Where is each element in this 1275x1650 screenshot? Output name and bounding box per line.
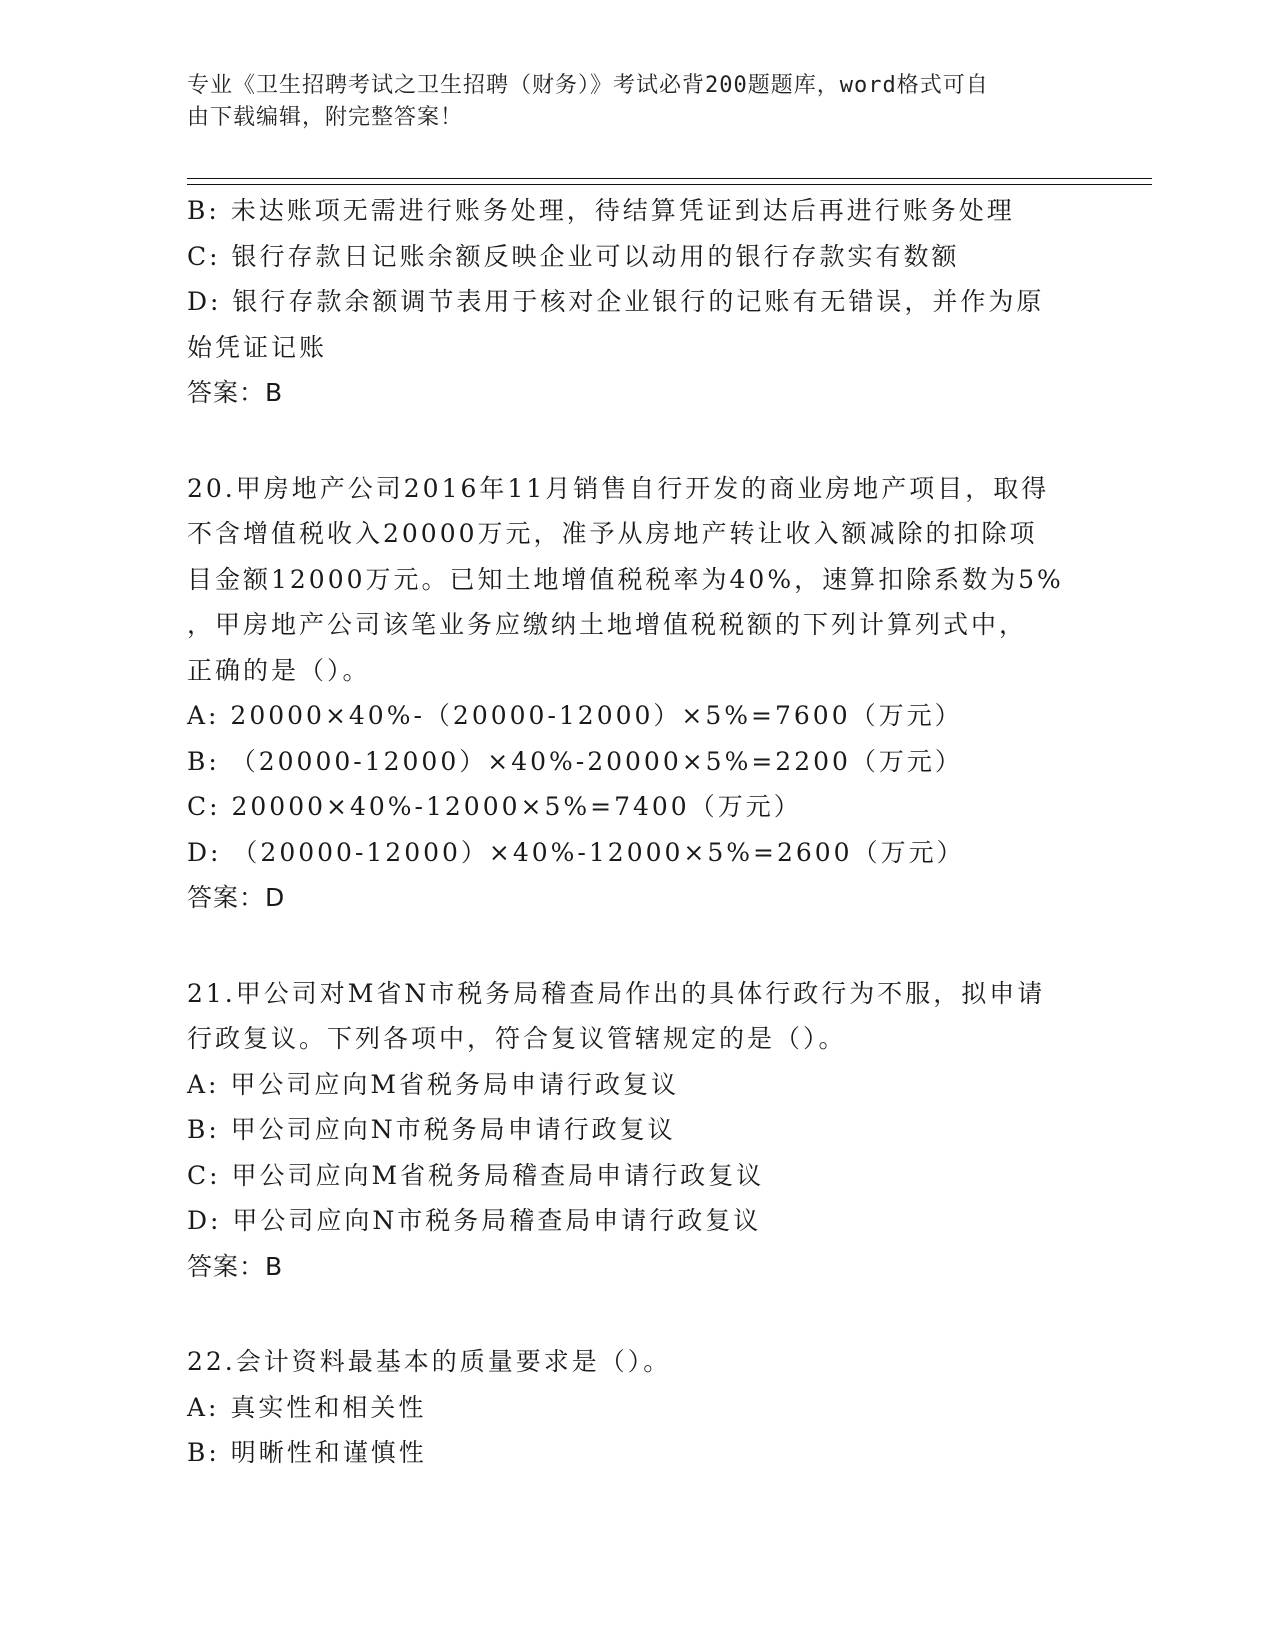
q21-option-d: D: 甲公司应向N市税务局稽查局申请行政复议	[187, 1206, 762, 1235]
q21-stem-line-2: 行政复议。下列各项中，符合复议管辖规定的是（）。	[187, 1024, 847, 1053]
question-22	[187, 1339, 1067, 1476]
header-line-2: 由下载编辑，附完整答案！	[187, 105, 464, 130]
question-19	[187, 188, 1067, 416]
q22-option-b: B: 明晰性和谨慎性	[187, 1438, 427, 1467]
question-21	[187, 971, 1067, 1290]
q19-option-d-line-1: D: 银行存款余额调节表用于核对企业银行的记账有无错误，并作为原	[187, 287, 1045, 316]
q21-option-b: B: 甲公司应向N市税务局申请行政复议	[187, 1115, 676, 1144]
q20-option-b: B: （20000-12000）×40%-20000×5%=2200（万元）	[187, 746, 963, 776]
spacer	[187, 1289, 1067, 1339]
document-header	[187, 70, 1067, 134]
q19-option-d-line-2: 始凭证记账	[187, 332, 328, 362]
q20-stem-line-1: 20.甲房地产公司2016年11月销售自行开发的商业房地产项目，取得	[187, 473, 1050, 503]
q20-stem-line-3: 目金额12000万元。已知土地增值税税率为40%，速算扣除系数为5%	[187, 564, 1064, 594]
header-divider-bottom	[187, 184, 1152, 185]
q21-stem-line-1: 21.甲公司对M省N市税务局稽查局作出的具体行政行为不服，拟申请	[187, 978, 1046, 1008]
spacer	[187, 416, 1067, 466]
q19-option-b: B: 未达账项无需进行账务处理，待结算凭证到达后再进行账务处理	[187, 196, 1015, 225]
q19-answer: 答案：B	[187, 378, 284, 407]
q20-stem-line-2: 不含增值税收入20000万元，准予从房地产转让收入额减除的扣除项	[187, 519, 1038, 548]
header-line-1: 专业《卫生招聘考试之卫生招聘（财务）》考试必背200题题库，word格式可自	[187, 73, 989, 98]
q22-stem-line-1: 22.会计资料最基本的质量要求是（）。	[187, 1347, 672, 1376]
q22-option-a: A: 真实性和相关性	[187, 1392, 427, 1422]
q20-option-a: A: 20000×40%-（20000-12000）×5%=7600（万元）	[187, 701, 963, 730]
header-divider-top	[187, 178, 1152, 179]
spacer	[187, 921, 1067, 971]
q21-option-a: A: 甲公司应向M省税务局申请行政复议	[187, 1069, 680, 1099]
q20-option-c: C: 20000×40%-12000×5%=7400（万元）	[187, 792, 802, 821]
question-list	[187, 188, 1067, 1476]
q20-option-d: D: （20000-12000）×40%-12000×5%=2600（万元）	[187, 837, 965, 867]
question-20	[187, 466, 1067, 921]
q19-option-c: C: 银行存款日记账余额反映企业可以动用的银行存款实有数额	[187, 241, 960, 271]
q20-stem-line-4: ，甲房地产公司该笔业务应缴纳土地增值税税额的下列计算列式中，	[187, 610, 1028, 639]
q21-option-c: C: 甲公司应向M省税务局稽查局申请行政复议	[187, 1160, 765, 1190]
q20-stem-line-5: 正确的是（）。	[187, 655, 371, 685]
q21-answer: 答案：B	[187, 1251, 284, 1281]
q20-answer: 答案：D	[187, 883, 286, 912]
